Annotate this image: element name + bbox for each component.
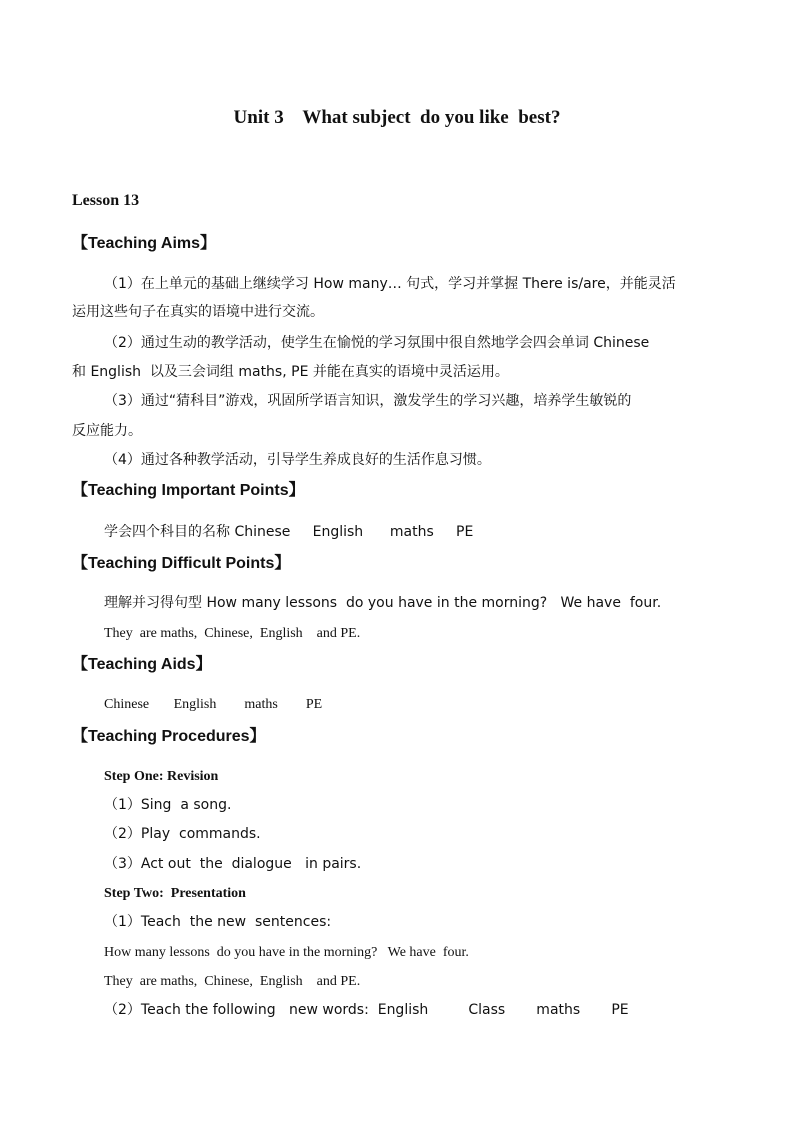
section-heading-teaching-aims: 【Teaching Aims】: [72, 235, 217, 252]
section-heading-teaching-procedures: 【Teaching Procedures】: [72, 728, 266, 745]
aim-1-line-1: （1）在上单元的基础上继续学习 How many… 句式，学习并掌握 There is/are，并能灵活: [104, 276, 676, 292]
aim-1-line-2: 运用这些句子在真实的语境中进行交流。: [72, 304, 324, 320]
important-points-text: 学会四个科目的名称 Chinese English maths PE: [104, 524, 474, 540]
aim-3-line-1: （3）通过“猜科目”游戏，巩固所学语言知识，激发学生的学习兴趣，培养学生敏锐的: [104, 393, 632, 409]
step-two-sentence-1: How many lessons do you have in the morning? We have four.: [104, 945, 469, 960]
difficult-points-line-2: They are maths, Chinese, English and PE.: [104, 626, 361, 641]
step-two-title: Step Two: Presentation: [104, 886, 246, 901]
aim-2-line-1: （2）通过生动的教学活动，使学生在愉悦的学习氛围中很自然地学会四会单词 Chinese: [104, 335, 650, 351]
step-one-title: Step One: Revision: [104, 769, 219, 784]
section-heading-important-points: 【Teaching Important Points】: [72, 482, 305, 499]
step-one-item-3: （3）Act out the dialogue in pairs.: [104, 856, 362, 872]
teaching-aids-text: Chinese English maths PE: [104, 697, 323, 712]
lesson-number: Lesson 13: [72, 192, 140, 209]
step-two-sentence-2: They are maths, Chinese, English and PE.: [104, 974, 361, 989]
aim-3-line-2: 反应能力。: [72, 423, 142, 439]
section-heading-teaching-aids: 【Teaching Aids】: [72, 656, 212, 673]
document-title: Unit 3 What subject do you like best?: [233, 107, 561, 128]
step-one-item-1: （1）Sing a song.: [104, 797, 232, 813]
difficult-points-line-1: 理解并习得句型 How many lessons do you have in the morning? We have four.: [104, 595, 662, 611]
aim-4-line-1: （4）通过各种教学活动，引导学生养成良好的生活作息习惯。: [104, 452, 491, 468]
aim-2-line-2: 和 English 以及三会词组 maths, PE 并能在真实的语境中灵活运用。: [72, 364, 509, 380]
step-one-item-2: （2）Play commands.: [104, 826, 261, 842]
step-two-item-2: （2）Teach the following new words: English Class maths PE: [104, 1002, 629, 1018]
step-two-item-1: （1）Teach the new sentences:: [104, 914, 332, 930]
section-heading-difficult-points: 【Teaching Difficult Points】: [72, 555, 291, 572]
